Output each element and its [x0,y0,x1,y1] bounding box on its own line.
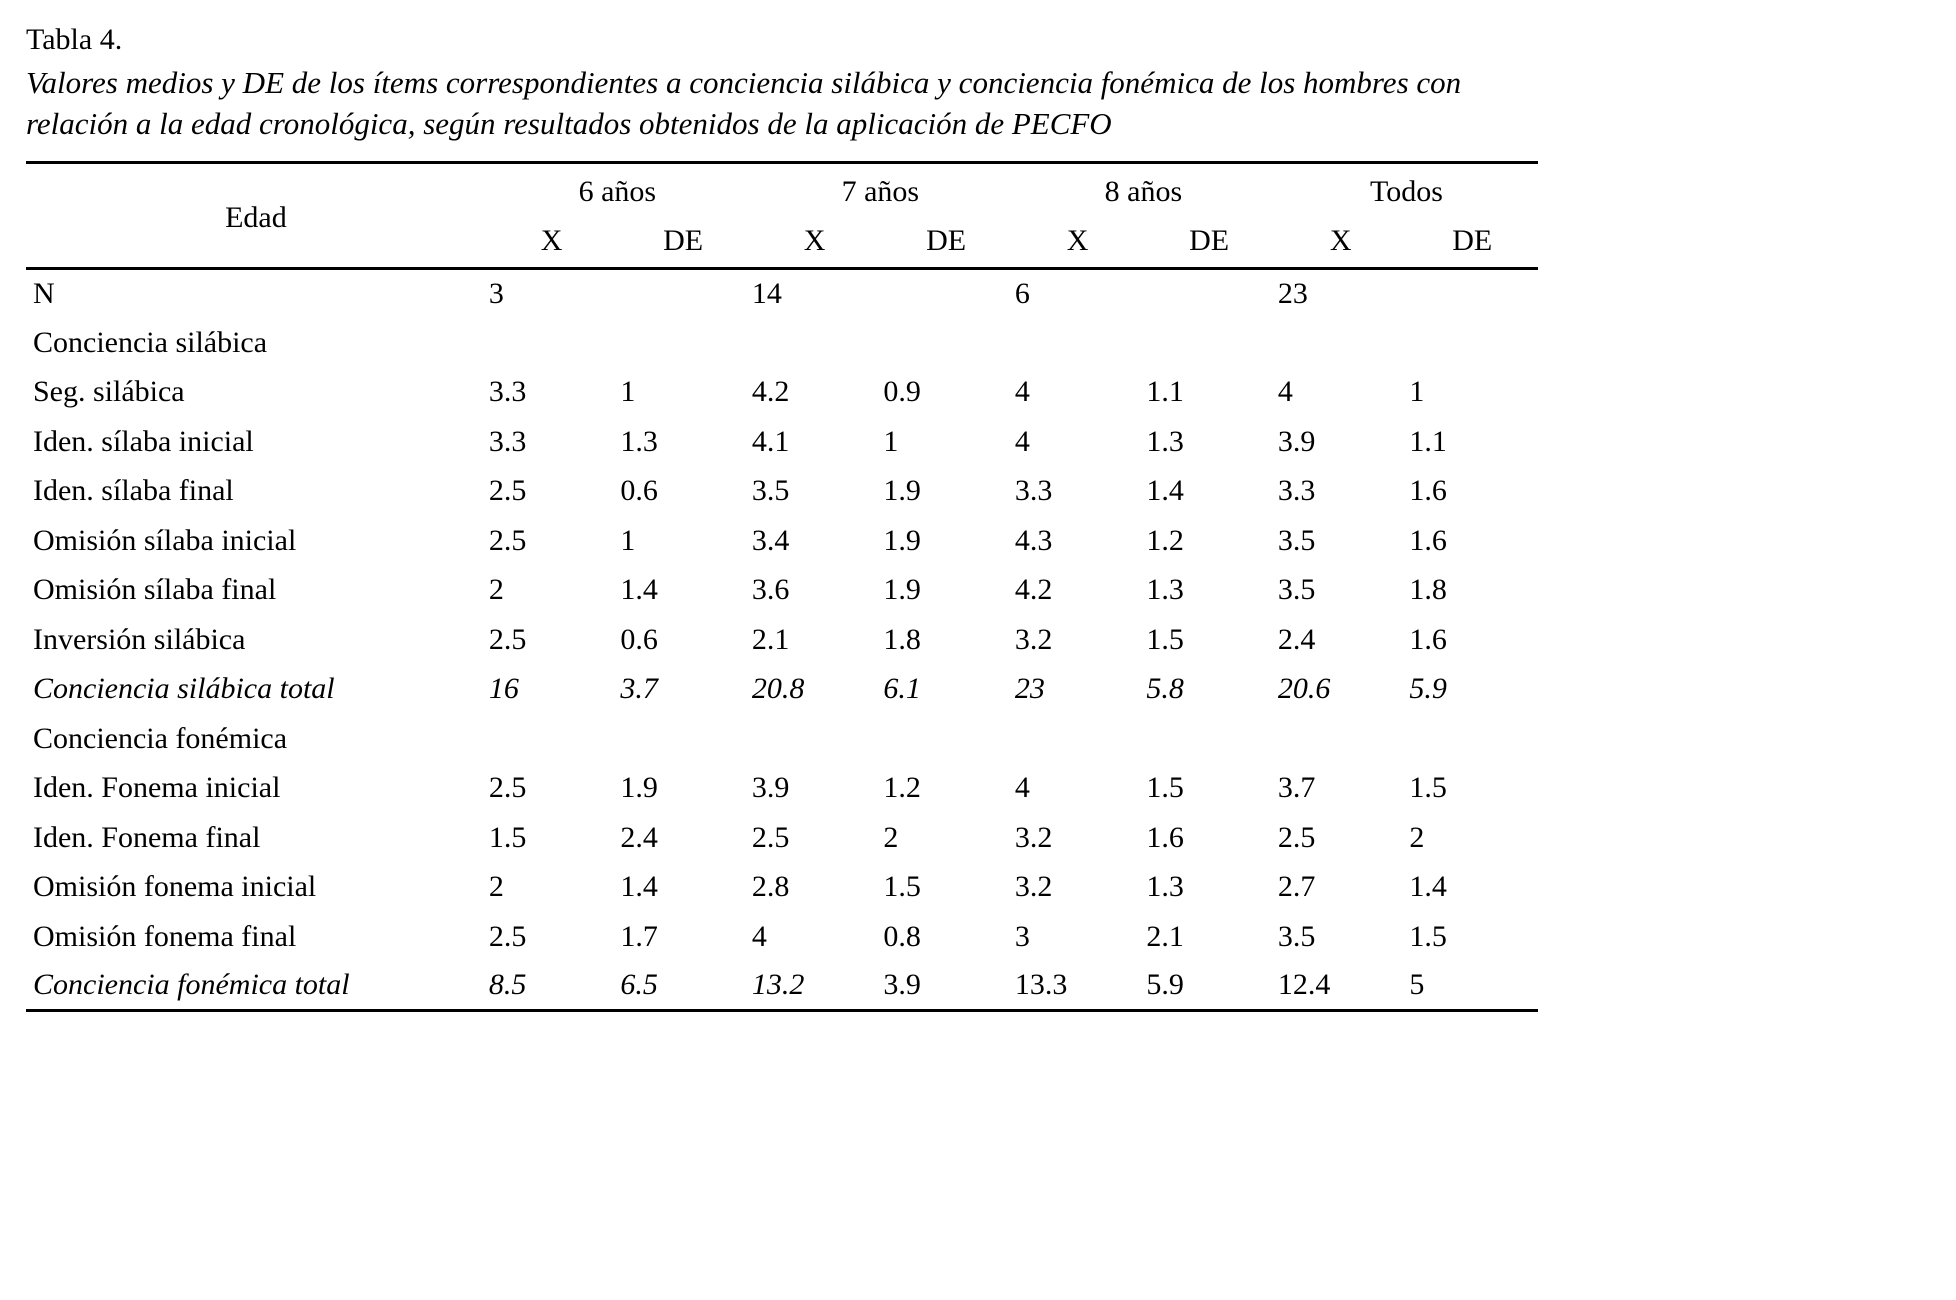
cell-value: 2.5 [751,820,790,854]
cell-value: 1.3 [1146,870,1184,904]
cell-value [486,318,618,368]
table-number-title: Tabla 4. [26,23,123,56]
cell-value: 23 [1277,276,1308,310]
cell-value: 1.3 [1146,573,1184,607]
subheader-x: X [486,214,618,268]
cell-value: 4.3 [1014,523,1053,557]
subheader-de: DE [880,214,1012,268]
cell-value [1406,714,1538,764]
cell-value: 0.6 [620,474,658,508]
cell-value: 2.5 [488,771,527,805]
cell-value [1275,318,1407,368]
cell-value: 1.9 [620,771,658,805]
cell-value: 1 [1409,375,1425,409]
row-label: Omisión fonema final [33,919,297,953]
subheader-x: X [749,214,881,268]
cell-value: 2 [488,573,504,607]
cell-value: 12.4 [1277,968,1331,1002]
cell-value [749,318,881,368]
cell-value: 3.2 [1014,870,1053,904]
subheader-de: DE [1143,214,1275,268]
table-row [26,615,1538,665]
cell-value: 1.9 [883,573,921,607]
cell-value [1012,318,1144,368]
cell-value: 4 [1277,375,1293,409]
cell-value: 3.9 [751,771,790,805]
cell-value: 3.7 [620,672,658,706]
cell-value: 2.4 [620,820,658,854]
group-header-row [26,162,1538,214]
group-header-todos: Todos [1370,175,1443,209]
cell-value: 1.8 [883,622,921,656]
cell-value: 16 [488,672,519,706]
cell-value: 1.6 [1409,523,1447,557]
cell-value: 3.5 [1277,573,1316,607]
cell-value: 4 [1014,375,1030,409]
row-label: Omisión fonema inicial [33,870,317,904]
cell-value [617,714,749,764]
cell-value: 2.5 [488,919,527,953]
cell-value: 1.3 [620,424,658,458]
table-row [26,516,1538,566]
row-label: Iden. Fonema inicial [33,771,281,805]
group-header-8-anos: 8 años [1104,175,1183,209]
cell-value: 3.5 [1277,523,1316,557]
cell-value: 5.9 [1146,968,1184,1002]
cell-value: 2.5 [1277,820,1316,854]
table-row [26,862,1538,912]
table-row [26,813,1538,863]
cell-value: 3.5 [751,474,790,508]
cell-value [1406,268,1538,318]
edad-header: Edad [26,162,486,268]
cell-value: 13.2 [751,968,805,1002]
cell-value: 1.4 [1146,474,1184,508]
cell-value: 6.5 [620,968,658,1002]
cell-value: 2 [1409,820,1425,854]
cell-value: 1.5 [1409,919,1447,953]
cell-value: 3.3 [1277,474,1316,508]
cell-value: 5.8 [1146,672,1184,706]
table-row [26,912,1538,962]
row-label: Iden. Fonema final [33,820,261,854]
row-label: Inversión silábica [33,622,246,656]
row-label: Conciencia fonémica [33,721,288,755]
cell-value: 1.5 [1146,771,1184,805]
subheader-x: X [1275,214,1407,268]
cell-value: 3.3 [488,375,527,409]
table-header [26,162,1538,268]
subheader-de: DE [617,214,749,268]
cell-value: 5.9 [1409,672,1447,706]
row-label: Seg. silábica [33,375,185,409]
cell-value [1406,318,1538,368]
cell-value: 20.8 [751,672,805,706]
row-label: Conciencia silábica total [33,672,335,706]
cell-value: 0.6 [620,622,658,656]
cell-value: 3 [488,276,504,310]
group-header-7-anos: 7 años [841,175,920,209]
subheader-de: DE [1406,214,1538,268]
cell-value: 1 [620,523,636,557]
cell-value: 3.9 [883,968,921,1002]
table-row [26,763,1538,813]
cell-value: 2.5 [488,474,527,508]
table-row [26,318,1538,368]
cell-value: 2.1 [751,622,790,656]
cell-value: 1.2 [883,771,921,805]
cell-value: 5 [1409,968,1425,1002]
cell-value: 6.1 [883,672,921,706]
cell-value: 1 [620,375,636,409]
cell-value: 1.3 [1146,424,1184,458]
cell-value: 1.4 [620,573,658,607]
table-caption: Valores medios y DE de los ítems correspondientes a conciencia silábica y conciencia fonémica de los hombres con relación a la edad cronológica, según resultados obtenidos de la aplicación de PECFO [26,65,1462,141]
cell-value [880,318,1012,368]
cell-value: 1.9 [883,474,921,508]
cell-value: 0.9 [883,375,921,409]
cell-value: 3.5 [1277,919,1316,953]
cell-value: 1.1 [1146,375,1184,409]
table-row [26,466,1538,516]
cell-value: 1.7 [620,919,658,953]
cell-value [617,318,749,368]
cell-value: 4.2 [1014,573,1053,607]
cell-value: 2 [883,820,899,854]
row-label: N [33,276,55,310]
cell-value: 6 [1014,276,1030,310]
cell-value: 3.9 [1277,424,1316,458]
cell-value: 2 [488,870,504,904]
cell-value: 1.6 [1409,474,1447,508]
cell-value: 4 [1014,424,1030,458]
cell-value [486,714,618,764]
cell-value: 4.2 [751,375,790,409]
cell-value: 1.8 [1409,573,1447,607]
table-row [26,565,1538,615]
cell-value: 1.4 [620,870,658,904]
cell-value: 23 [1014,672,1045,706]
cell-value: 8.5 [488,968,527,1002]
table-row [26,961,1538,1011]
cell-value: 4.1 [751,424,790,458]
cell-value: 2.7 [1277,870,1316,904]
cell-value [1143,268,1275,318]
cell-value: 1.5 [883,870,921,904]
cell-value: 2.8 [751,870,790,904]
table-row [26,714,1538,764]
cell-value: 3.6 [751,573,790,607]
cell-value: 1.5 [1146,622,1184,656]
table-row [26,417,1538,467]
table-row [26,664,1538,714]
cell-value: 2.5 [488,622,527,656]
cell-value: 20.6 [1277,672,1331,706]
cell-value: 1.1 [1409,424,1447,458]
cell-value: 1.6 [1409,622,1447,656]
cell-value [1275,714,1407,764]
row-label: Omisión sílaba inicial [33,523,297,557]
cell-value: 3.3 [488,424,527,458]
cell-value: 1 [883,424,899,458]
statistics-table [26,161,1538,1013]
cell-value [880,268,1012,318]
cell-value: 13.3 [1014,968,1068,1002]
table-body [26,268,1538,1011]
cell-value: 4 [751,919,767,953]
row-label: Iden. sílaba final [33,474,234,508]
cell-value: 3.4 [751,523,790,557]
cell-value: 1.5 [488,820,527,854]
table-row [26,268,1538,318]
cell-value [880,714,1012,764]
cell-value: 1.9 [883,523,921,557]
cell-value: 2.1 [1146,919,1184,953]
row-label: Conciencia silábica [33,325,268,359]
cell-value: 3.3 [1014,474,1053,508]
row-label: Omisión sílaba final [33,573,277,607]
cell-value: 2.4 [1277,622,1316,656]
cell-value [749,714,881,764]
cell-value: 3.2 [1014,820,1053,854]
cell-value [617,268,749,318]
cell-value: 1.6 [1146,820,1184,854]
cell-value: 3 [1014,919,1030,953]
cell-value: 0.8 [883,919,921,953]
cell-value: 3.7 [1277,771,1316,805]
cell-value: 1.2 [1146,523,1184,557]
cell-value: 2.5 [488,523,527,557]
row-label: Iden. sílaba inicial [33,424,254,458]
cell-value: 1.4 [1409,870,1447,904]
cell-value [1143,714,1275,764]
cell-value: 4 [1014,771,1030,805]
subheader-x: X [1012,214,1144,268]
cell-value: 14 [751,276,782,310]
cell-value: 1.5 [1409,771,1447,805]
table-row [26,367,1538,417]
cell-value [1012,714,1144,764]
group-header-6-anos: 6 años [578,175,657,209]
cell-value [1143,318,1275,368]
cell-value: 3.2 [1014,622,1053,656]
row-label: Conciencia fonémica total [33,968,350,1002]
